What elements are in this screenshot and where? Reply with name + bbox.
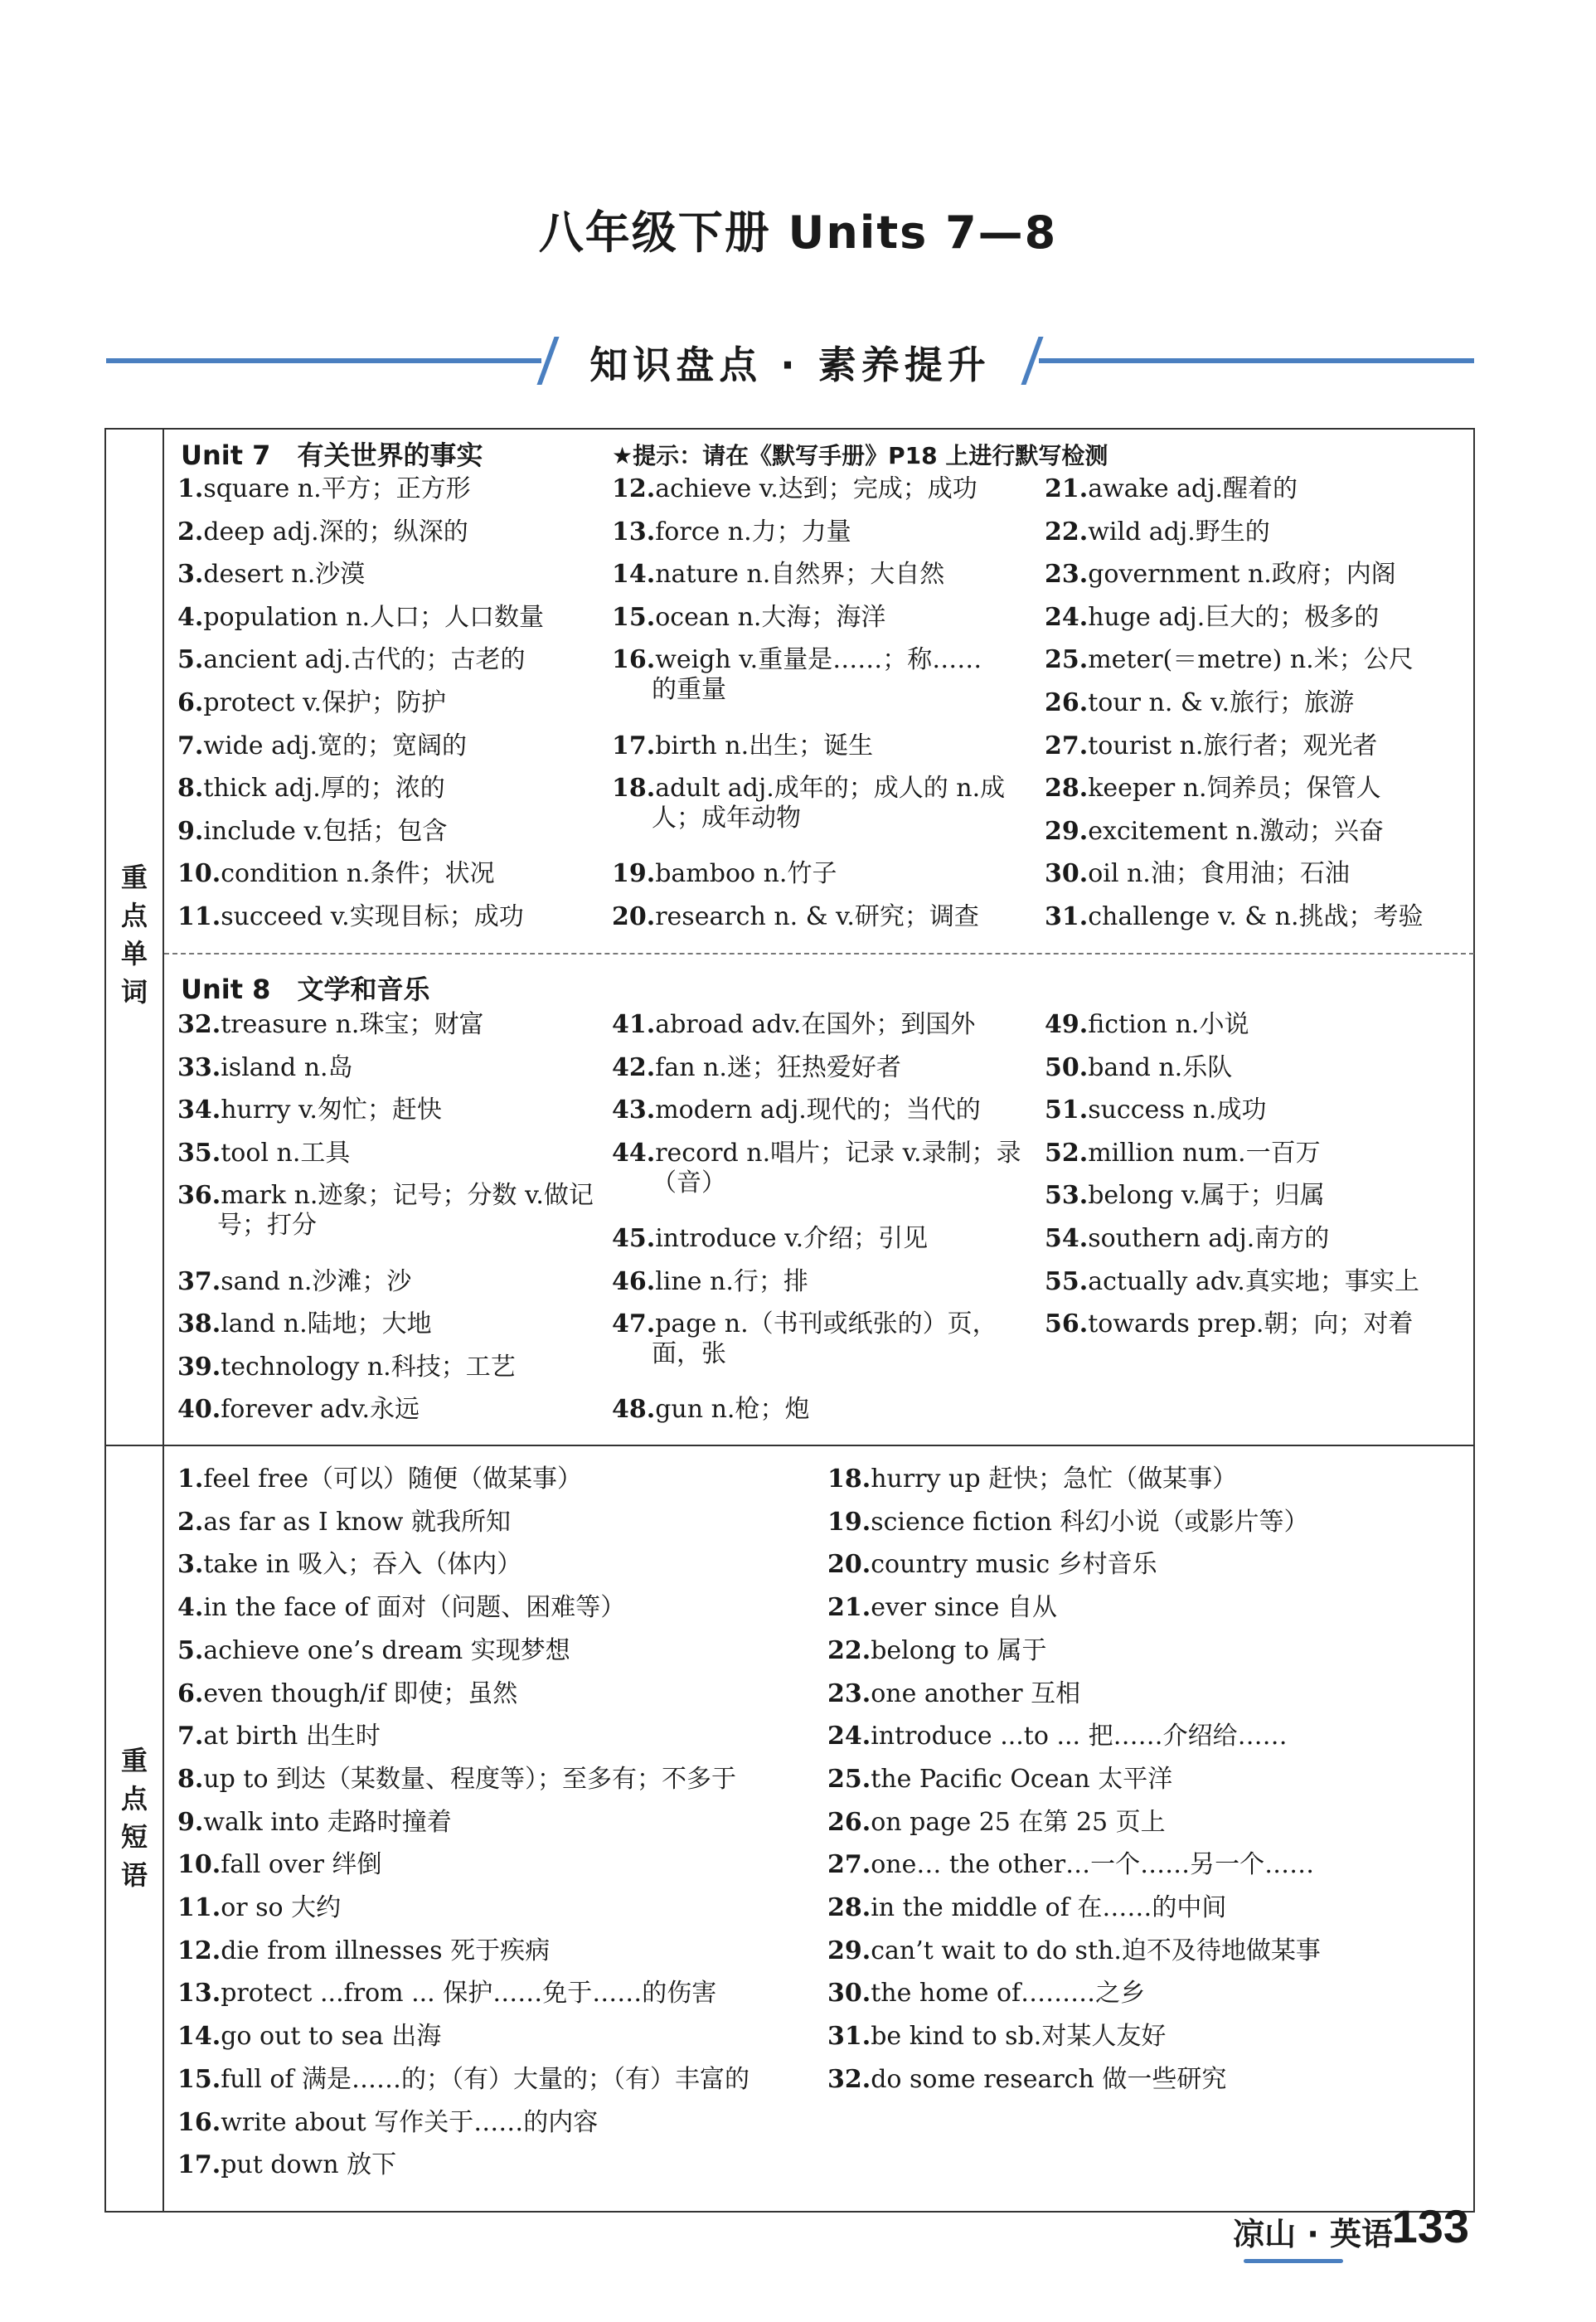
item-text: succeed v.实现目标；成功	[221, 902, 524, 931]
list-item	[612, 902, 979, 932]
list-item	[177, 1850, 382, 1880]
item-text: protect v.保护；防护	[203, 688, 447, 717]
list-item	[177, 902, 524, 932]
list-item	[177, 817, 447, 847]
list-item	[177, 1010, 483, 1040]
item-text: tour n. & v.旅行；旅游	[1088, 688, 1355, 717]
item-text: country music 乡村音乐	[871, 1550, 1157, 1580]
list-item	[1045, 859, 1350, 889]
list-item	[612, 1224, 928, 1254]
item-number: 2.	[177, 1507, 204, 1537]
list-item	[177, 1053, 353, 1083]
list-item	[177, 2150, 396, 2180]
item-number: 49.	[1045, 1010, 1089, 1039]
item-number: 9.	[177, 816, 204, 846]
item-text: birth n.出生；诞生	[655, 731, 874, 760]
list-item	[827, 2065, 1226, 2095]
item-text: tool n.工具	[221, 1138, 351, 1168]
item-number: 55.	[1045, 1266, 1089, 1296]
list-item	[1045, 774, 1381, 804]
item-number: 23.	[827, 1678, 871, 1708]
item-number: 27.	[827, 1850, 871, 1880]
item-text: up to 到达（某数量、程度等）；至多有；不多于	[203, 1764, 737, 1794]
item-text: oil n.油；食用油；石油	[1088, 859, 1350, 889]
label-char: 点	[120, 1783, 148, 1814]
item-number: 35.	[177, 1138, 221, 1168]
list-item	[177, 1550, 521, 1580]
item-text-continued: 的重量	[652, 675, 726, 705]
item-text: nature n.自然界；大自然	[655, 560, 945, 590]
item-number: 12.	[177, 1936, 221, 1965]
list-item	[177, 1465, 582, 1494]
list-item	[1045, 1139, 1321, 1168]
list-item	[612, 645, 982, 705]
item-number: 33.	[177, 1052, 221, 1082]
item-number: 45.	[612, 1224, 656, 1253]
item-number: 6.	[177, 688, 204, 717]
item-number: 29.	[827, 1936, 871, 1965]
item-text: fall over 绊倒	[221, 1850, 382, 1880]
item-number: 30.	[1045, 859, 1089, 889]
item-number: 13.	[177, 1979, 221, 2009]
item-text: bamboo n.竹子	[655, 859, 837, 889]
item-text: can’t wait to do sth.迫不及待地做某事	[871, 1936, 1321, 1965]
list-item	[612, 1010, 975, 1040]
item-text: in the face of 面对（问题、困难等）	[203, 1593, 626, 1623]
item-text: fan n.迷；狂热爱好者	[655, 1052, 901, 1082]
list-item	[177, 603, 544, 633]
item-number: 36.	[177, 1181, 221, 1211]
item-number: 30.	[827, 1979, 871, 2009]
item-number: 9.	[177, 1807, 204, 1837]
label-char: 短	[120, 1821, 148, 1853]
item-number: 1.	[177, 1465, 204, 1494]
unit8-title: Unit 8 文学和音乐	[181, 974, 430, 1005]
item-number: 29.	[1045, 816, 1089, 846]
item-text: success n.成功	[1088, 1095, 1267, 1125]
item-text: achieve one’s dream 实现梦想	[203, 1635, 570, 1665]
item-number: 16.	[177, 2107, 221, 2137]
item-text: record n.唱片；记录 v.录制；录	[655, 1138, 1021, 1168]
item-number: 14.	[177, 2022, 221, 2052]
item-number: 19.	[612, 859, 656, 889]
item-number: 10.	[177, 1850, 221, 1880]
section-banner	[106, 332, 1474, 390]
item-number: 26.	[1045, 688, 1089, 717]
item-number: 6.	[177, 1678, 204, 1708]
item-text: thick adj.厚的；浓的	[203, 774, 445, 804]
item-number: 23.	[1045, 560, 1089, 590]
item-number: 4.	[177, 602, 204, 632]
list-item	[177, 731, 467, 761]
item-text: be kind to sb.对某人友好	[871, 2022, 1167, 2052]
list-item	[177, 560, 365, 590]
list-item	[612, 1309, 997, 1369]
list-item	[612, 859, 837, 889]
item-text: desert n.沙漠	[203, 560, 366, 590]
list-item	[612, 1095, 981, 1125]
label-char: 点	[120, 900, 148, 931]
list-item	[1045, 1267, 1419, 1297]
item-number: 3.	[177, 560, 204, 590]
label-char: 重	[120, 862, 148, 893]
list-item	[827, 1550, 1157, 1580]
item-number: 20.	[827, 1550, 871, 1580]
item-text: ocean n.大海；海洋	[655, 602, 886, 632]
item-number: 22.	[827, 1635, 871, 1665]
item-number: 16.	[612, 645, 656, 675]
item-text: hurry up 赶快；急忙（做某事）	[871, 1465, 1238, 1494]
item-text: million num.一百万	[1088, 1138, 1321, 1168]
list-item	[1045, 902, 1424, 932]
item-number: 44.	[612, 1138, 656, 1168]
list-item	[827, 1765, 1172, 1795]
item-text: government n.政府；内阁	[1088, 560, 1396, 590]
item-number: 15.	[177, 2064, 221, 2094]
banner-title: 知识盘点 · 素养提升	[589, 342, 991, 387]
item-text: gun n.枪；炮	[655, 1395, 810, 1425]
list-item	[827, 1936, 1321, 1966]
list-item	[177, 1395, 420, 1425]
item-number: 14.	[612, 560, 656, 590]
item-text: challenge v. & n.挑战；考验	[1088, 902, 1424, 931]
item-number: 11.	[177, 902, 221, 931]
list-item	[612, 731, 873, 761]
item-text: as far as I know 就我所知	[203, 1507, 511, 1537]
page-number: 133	[1391, 2200, 1469, 2252]
item-number: 13.	[612, 517, 656, 546]
item-text: abroad adv.在国外；到国外	[655, 1010, 976, 1039]
item-text-continued: （音）	[652, 1168, 726, 1197]
phrases-side-column	[106, 1445, 164, 2211]
item-number: 27.	[1045, 731, 1089, 760]
item-text: feel free（可以）随便（做某事）	[203, 1465, 583, 1494]
words-side-column	[106, 430, 164, 1445]
item-number: 10.	[177, 859, 221, 889]
item-number: 12.	[612, 474, 656, 503]
unit7-title: Unit 7 有关世界的事实	[181, 440, 483, 471]
item-text: belong v.属于；归属	[1088, 1181, 1325, 1211]
item-text: ancient adj.古代的；古老的	[203, 645, 526, 675]
item-number: 26.	[827, 1807, 871, 1837]
list-item	[827, 1508, 1309, 1537]
item-text: excitement n.激动；兴奋	[1088, 816, 1385, 846]
list-item	[177, 1181, 594, 1241]
list-item	[177, 474, 471, 504]
list-item	[612, 603, 885, 633]
item-text: land n.陆地；大地	[221, 1309, 432, 1339]
item-text: line n.行；排	[655, 1266, 808, 1296]
item-number: 48.	[612, 1395, 656, 1425]
item-text: treasure n.珠宝；财富	[221, 1010, 484, 1039]
item-number: 50.	[1045, 1052, 1089, 1082]
list-item	[177, 645, 526, 675]
item-number: 28.	[1045, 774, 1089, 804]
list-item	[827, 1808, 1166, 1838]
item-text: force n.力；力量	[655, 517, 851, 546]
list-item	[612, 1139, 1021, 1198]
list-item	[612, 517, 851, 547]
page-title: 八年级下册 Units 7—8	[538, 206, 1058, 259]
item-text: the home of………之乡	[871, 1979, 1146, 2009]
item-number: 47.	[612, 1309, 656, 1339]
list-item	[177, 1508, 511, 1537]
list-item	[177, 2022, 441, 2052]
list-item	[177, 2065, 749, 2095]
list-item	[177, 1267, 411, 1297]
list-item	[612, 1395, 809, 1425]
item-text: fiction n.小说	[1088, 1010, 1249, 1039]
item-text: achieve v.达到；完成；成功	[655, 474, 977, 503]
label-char: 单	[120, 938, 148, 969]
list-item	[177, 1309, 432, 1339]
item-number: 21.	[1045, 474, 1089, 503]
list-item	[1045, 1224, 1329, 1254]
item-number: 28.	[827, 1893, 871, 1922]
list-item	[177, 688, 446, 718]
list-item	[177, 1139, 350, 1168]
list-item	[177, 1353, 516, 1382]
item-number: 32.	[827, 2064, 871, 2094]
item-text: belong to 属于	[871, 1635, 1047, 1665]
item-text: write about 写作关于……的内容	[221, 2107, 599, 2137]
item-number: 43.	[612, 1095, 656, 1125]
item-text: condition n.条件；状况	[221, 859, 495, 889]
list-item	[1045, 1053, 1232, 1083]
item-number: 53.	[1045, 1181, 1089, 1211]
item-number: 54.	[1045, 1224, 1089, 1253]
list-item	[827, 1722, 1288, 1751]
item-text: introduce ...to ... 把……介绍给……	[871, 1722, 1288, 1751]
label-char: 词	[120, 976, 148, 1008]
list-item	[1045, 474, 1298, 504]
list-item	[827, 2022, 1166, 2052]
item-text: keeper n.饲养员；保管人	[1088, 774, 1381, 804]
list-item	[177, 1936, 550, 1966]
item-text: tourist n.旅行者；观光者	[1088, 731, 1378, 760]
item-text: towards prep.朝；向；对着	[1088, 1309, 1414, 1339]
item-text: on page 25 在第 25 页上	[871, 1807, 1166, 1837]
list-item	[177, 1636, 570, 1666]
list-item	[827, 1893, 1226, 1923]
item-text: population n.人口；人口数量	[203, 602, 545, 632]
list-item	[177, 1593, 625, 1623]
item-text: huge adj.巨大的；极多的	[1088, 602, 1380, 632]
vocabulary-table	[104, 428, 1475, 2213]
list-item	[1045, 1309, 1413, 1339]
item-number: 5.	[177, 645, 204, 675]
list-item	[612, 474, 977, 504]
item-number: 18.	[612, 774, 656, 804]
list-item	[827, 1636, 1047, 1666]
item-number: 17.	[612, 731, 656, 760]
words-section-label	[106, 858, 163, 1011]
unit-divider	[164, 953, 1474, 955]
item-text: sand n.沙滩；沙	[221, 1266, 412, 1296]
item-text: walk into 走路时撞着	[203, 1807, 452, 1837]
item-text: include v.包括；包含	[203, 816, 448, 846]
list-item	[1045, 603, 1379, 633]
footer-label: 凉山 · 英语	[1233, 2216, 1393, 2252]
item-number: 37.	[177, 1266, 221, 1296]
list-item	[1045, 1181, 1325, 1211]
item-text: modern adj.现代的；当代的	[655, 1095, 981, 1125]
item-text: weigh v.重量是……；称……	[655, 645, 982, 675]
item-text: even though/if 即使；虽然	[203, 1678, 518, 1708]
list-item	[612, 774, 1005, 833]
item-text: hurry v.匆忙；赶快	[221, 1095, 442, 1125]
item-text: science fiction 科幻小说（或影片等）	[871, 1507, 1309, 1537]
item-number: 21.	[827, 1593, 871, 1623]
item-text-continued: 面，张	[652, 1339, 726, 1369]
item-text: ever since 自从	[871, 1593, 1057, 1623]
item-text-continued: 人；成年动物	[652, 804, 801, 833]
item-text: take in 吸入；吞入（体内）	[203, 1550, 522, 1580]
list-item	[177, 1979, 716, 2009]
item-text: research n. & v.研究；调查	[655, 902, 979, 931]
item-number: 52.	[1045, 1138, 1089, 1168]
item-number: 7.	[177, 1722, 204, 1751]
item-number: 15.	[612, 602, 656, 632]
banner-line-right	[1039, 358, 1474, 363]
item-number: 11.	[177, 1893, 221, 1922]
item-text: awake adj.醒着的	[1088, 474, 1298, 503]
item-text: square n.平方；正方形	[203, 474, 471, 503]
item-text: southern adj.南方的	[1088, 1224, 1330, 1253]
dictation-hint: ★提示：请在《默写手册》P18 上进行默写检测	[612, 442, 1108, 469]
item-number: 39.	[177, 1352, 221, 1382]
list-item	[827, 1850, 1314, 1880]
item-number: 18.	[827, 1465, 871, 1494]
item-number: 24.	[1045, 602, 1089, 632]
list-item	[827, 1979, 1145, 2009]
item-number: 3.	[177, 1550, 204, 1580]
list-item	[1045, 731, 1377, 761]
list-item	[1045, 1095, 1266, 1125]
item-number: 22.	[1045, 517, 1089, 546]
item-text: or so 大约	[221, 1893, 342, 1922]
item-text: band n.乐队	[1088, 1052, 1233, 1082]
item-text: do some research 做一些研究	[871, 2064, 1227, 2094]
item-number: 1.	[177, 474, 204, 503]
item-number: 34.	[177, 1095, 221, 1125]
item-text: technology n.科技；工艺	[221, 1352, 516, 1382]
item-text: one another 互相	[871, 1678, 1081, 1708]
item-number: 41.	[612, 1010, 656, 1039]
section-divider	[106, 1445, 1474, 1446]
item-text: protect ...from ... 保护……免于……的伤害	[221, 1979, 717, 2009]
item-number: 31.	[827, 2022, 871, 2052]
item-text: die from illnesses 死于疾病	[221, 1936, 551, 1965]
item-number: 8.	[177, 1764, 204, 1794]
item-text: actually adv.真实地；事实上	[1088, 1266, 1419, 1296]
item-text: put down 放下	[221, 2150, 397, 2180]
item-text: forever adv.永远	[221, 1395, 420, 1425]
label-char: 语	[120, 1859, 148, 1891]
phrases-section-label	[106, 1742, 163, 1894]
footer-accent	[1244, 2259, 1343, 2263]
item-text: in the middle of 在……的中间	[871, 1893, 1227, 1922]
item-number: 5.	[177, 1635, 204, 1665]
item-text: wild adj.野生的	[1088, 517, 1270, 546]
list-item	[827, 1465, 1237, 1494]
list-item	[177, 2108, 598, 2138]
item-text: the Pacific Ocean 太平洋	[871, 1764, 1173, 1794]
item-number: 51.	[1045, 1095, 1089, 1125]
item-number: 56.	[1045, 1309, 1089, 1339]
list-item	[177, 1722, 381, 1751]
item-text: introduce v.介绍；引见	[655, 1224, 929, 1253]
item-number: 40.	[177, 1395, 221, 1425]
list-item	[827, 1593, 1057, 1623]
list-item	[177, 1893, 341, 1923]
list-item	[612, 1267, 808, 1297]
item-text: mark n.迹象；记号；分数 v.做记	[221, 1181, 594, 1211]
item-text: full of 满是……的；（有）大量的；（有）丰富的	[221, 2064, 750, 2094]
item-text: meter(＝metre) n.米；公尺	[1088, 645, 1414, 675]
list-item	[177, 774, 445, 804]
list-item	[1045, 688, 1354, 718]
list-item	[1045, 1010, 1249, 1040]
banner-line-left	[106, 358, 541, 363]
item-number: 25.	[827, 1764, 871, 1794]
item-number: 8.	[177, 774, 204, 804]
item-number: 42.	[612, 1052, 656, 1082]
item-text: island n.岛	[221, 1052, 353, 1082]
list-item	[177, 517, 468, 547]
item-number: 7.	[177, 731, 204, 760]
item-text: adult adj.成年的；成人的 n.成	[655, 774, 1006, 804]
item-number: 20.	[612, 902, 656, 931]
list-item	[827, 1679, 1080, 1709]
item-text: deep adj.深的；纵深的	[203, 517, 468, 546]
list-item	[177, 1808, 452, 1838]
list-item	[612, 1053, 901, 1083]
list-item	[1045, 817, 1384, 847]
list-item	[177, 1765, 736, 1795]
item-number: 46.	[612, 1266, 656, 1296]
item-number: 31.	[1045, 902, 1089, 931]
item-text: one… the other…一个……另一个……	[871, 1850, 1315, 1880]
label-char: 重	[120, 1745, 148, 1776]
item-number: 2.	[177, 517, 204, 546]
item-text: wide adj.宽的；宽阔的	[203, 731, 468, 760]
item-text: at birth 出生时	[203, 1722, 381, 1751]
list-item	[612, 560, 944, 590]
item-number: 32.	[177, 1010, 221, 1039]
item-number: 4.	[177, 1593, 204, 1623]
list-item	[177, 859, 495, 889]
item-text: go out to sea 出海	[221, 2022, 442, 2052]
item-number: 17.	[177, 2150, 221, 2180]
item-number: 25.	[1045, 645, 1089, 675]
list-item	[1045, 560, 1396, 590]
list-item	[1045, 645, 1414, 675]
item-number: 24.	[827, 1722, 871, 1751]
item-number: 19.	[827, 1507, 871, 1537]
item-text: page n.（书刊或纸张的）页，	[655, 1309, 997, 1339]
item-number: 38.	[177, 1309, 221, 1339]
list-item	[1045, 517, 1270, 547]
list-item	[177, 1679, 517, 1709]
item-text-continued: 号；打分	[217, 1211, 317, 1241]
list-item	[177, 1095, 442, 1125]
